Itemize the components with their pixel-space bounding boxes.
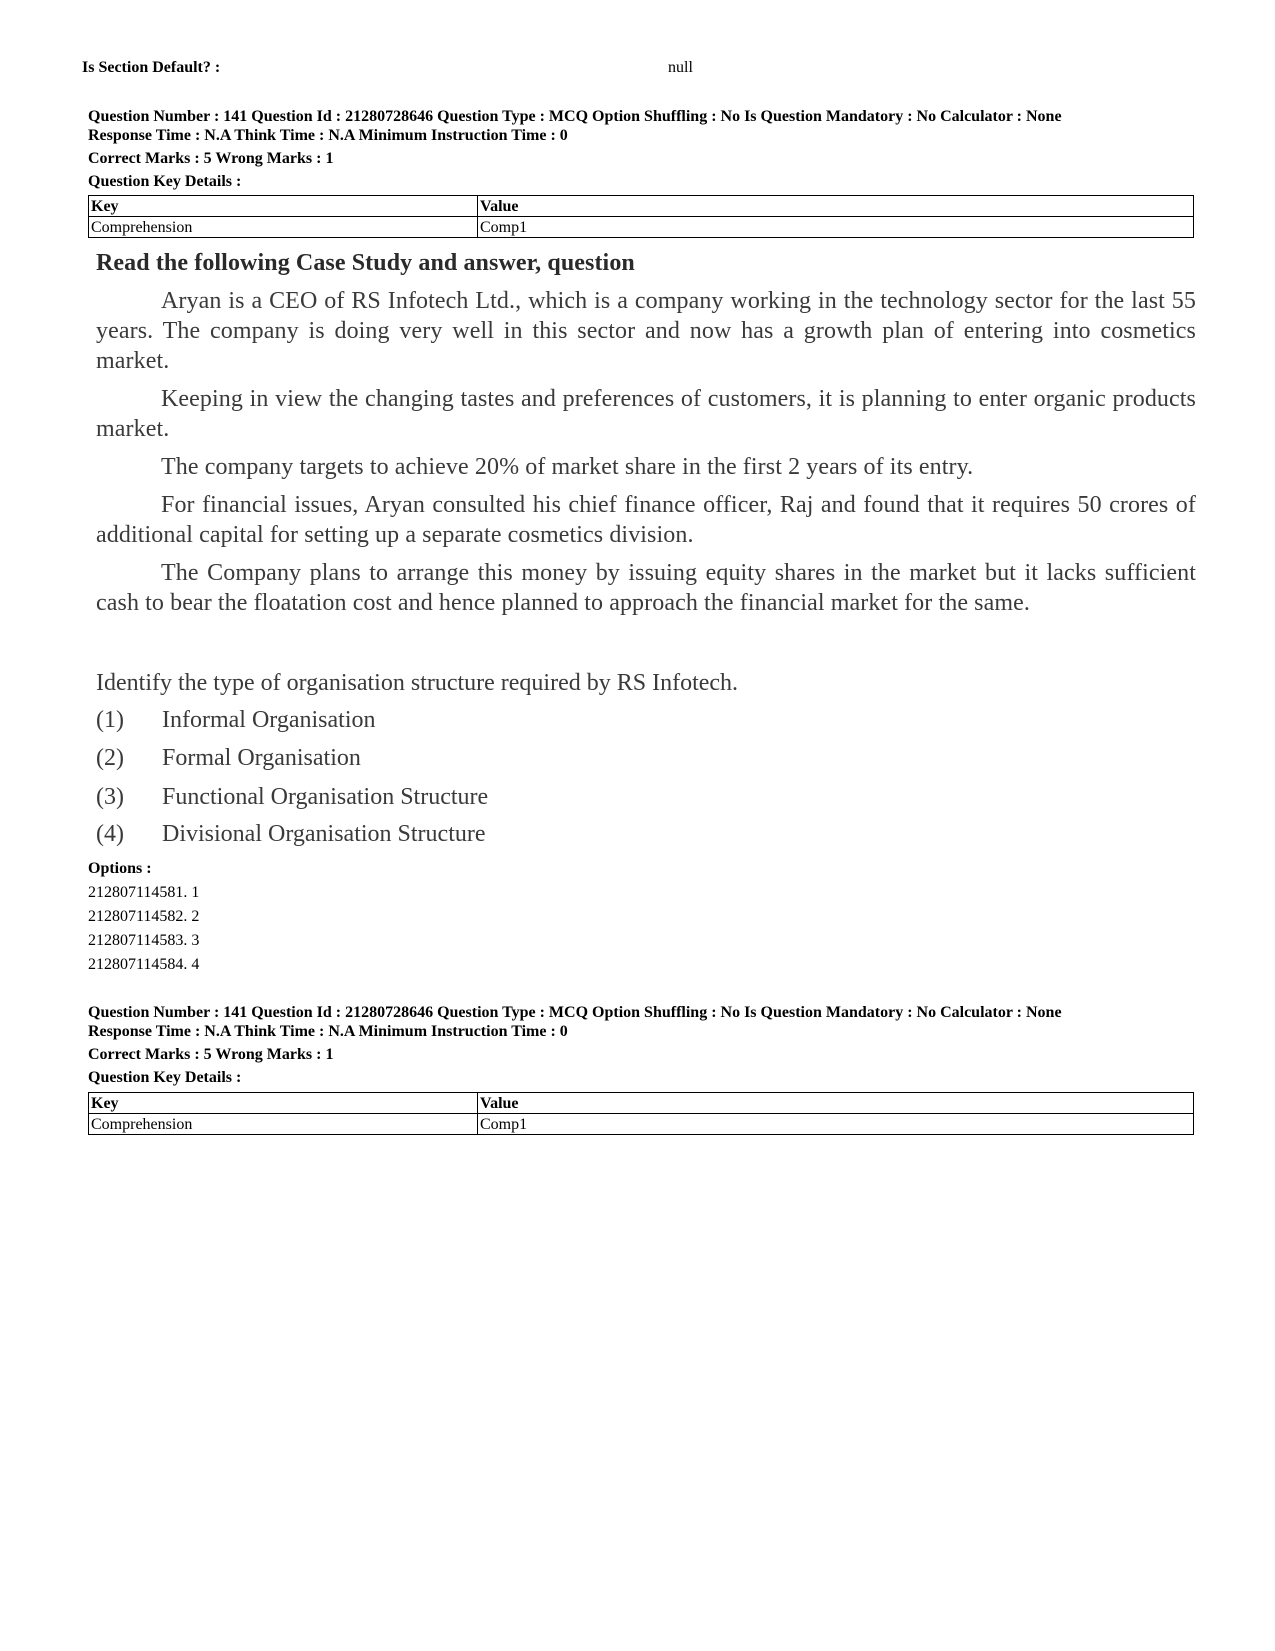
table-cell-key: Comprehension (89, 1114, 478, 1135)
question-key-details-label: Question Key Details : (88, 173, 242, 190)
answer-choice-text: Informal Organisation (162, 707, 376, 733)
case-study-paragraph: The Company plans to arrange this money by issuing equity shares in the market but it lacks sufficient cash to bear the floatation cost and hence planned to approach the financial market for the same. (96, 560, 1196, 616)
options-list (88, 857, 199, 977)
case-study-paragraph: The company targets to achieve 20% of market share in the first 2 years of its entry. (161, 454, 974, 480)
table-row (89, 1114, 1194, 1135)
table-cell-value: Comp1 (478, 1114, 1194, 1135)
question-marks: Correct Marks : 5 Wrong Marks : 1 (88, 150, 334, 167)
case-study-paragraph: Keeping in view the changing tastes and preferences of customers, it is planning to enter organic products market. (96, 386, 1196, 442)
question-key-table (88, 1092, 1194, 1135)
table-header-value: Value (478, 196, 1194, 217)
answer-choice-number: (2) (96, 745, 124, 771)
option-item: 212807114581. 1 (88, 884, 200, 901)
answer-choice-number: (3) (96, 784, 124, 810)
answer-choice-number: (1) (96, 707, 124, 733)
table-header-key: Key (89, 1093, 478, 1114)
question-marks: Correct Marks : 5 Wrong Marks : 1 (88, 1046, 334, 1063)
table-header-key: Key (89, 196, 478, 217)
case-study-heading: Read the following Case Study and answer, question (96, 250, 635, 276)
answer-choice-text: Divisional Organisation Structure (162, 821, 486, 847)
table-cell-key: Comprehension (89, 217, 478, 238)
case-study (96, 248, 1196, 618)
question-meta-line1: Question Number : 141 Question Id : 21280728646 Question Type : MCQ Option Shuffling : No Is Question Mandatory : No Calculator : None (88, 108, 1062, 125)
table-header-row (89, 196, 1194, 217)
answer-choice-text: Functional Organisation Structure (162, 784, 489, 810)
case-study-question: Identify the type of organisation structure required by RS Infotech. (96, 670, 739, 696)
answer-choice (96, 782, 488, 812)
section-default-label: Is Section Default? : (82, 59, 221, 76)
answer-choice-number: (4) (96, 821, 124, 847)
option-item: 212807114584. 4 (88, 956, 200, 973)
table-cell-value: Comp1 (478, 217, 1194, 238)
answer-choice-text: Formal Organisation (162, 745, 361, 771)
table-header-value: Value (478, 1093, 1194, 1114)
option-item: 212807114583. 3 (88, 932, 200, 949)
option-item: 212807114582. 2 (88, 908, 200, 925)
question-meta-line2: Response Time : N.A Think Time : N.A Minimum Instruction Time : 0 (88, 1023, 568, 1040)
options-label: Options : (88, 860, 152, 877)
case-study-paragraph: For financial issues, Aryan consulted his chief finance officer, Raj and found that it requires 50 crores of additional capital for setting up a separate cosmetics division. (96, 492, 1196, 548)
table-row (89, 217, 1194, 238)
section-default-value: null (668, 59, 693, 76)
question-key-table (88, 195, 1194, 238)
question-meta-line1: Question Number : 141 Question Id : 21280728646 Question Type : MCQ Option Shuffling : No Is Question Mandatory : No Calculator : None (88, 1004, 1062, 1021)
question-meta-line2: Response Time : N.A Think Time : N.A Minimum Instruction Time : 0 (88, 127, 568, 144)
case-study-paragraph: Aryan is a CEO of RS Infotech Ltd., which is a company working in the technology sector for the last 55 years. The company is doing very well in this sector and now has a growth plan of entering into cosmetics market. (96, 288, 1196, 374)
answer-choice (96, 705, 376, 735)
table-header-row (89, 1093, 1194, 1114)
answer-choice (96, 819, 486, 849)
answer-choice (96, 743, 361, 773)
question-key-details-label: Question Key Details : (88, 1069, 242, 1086)
